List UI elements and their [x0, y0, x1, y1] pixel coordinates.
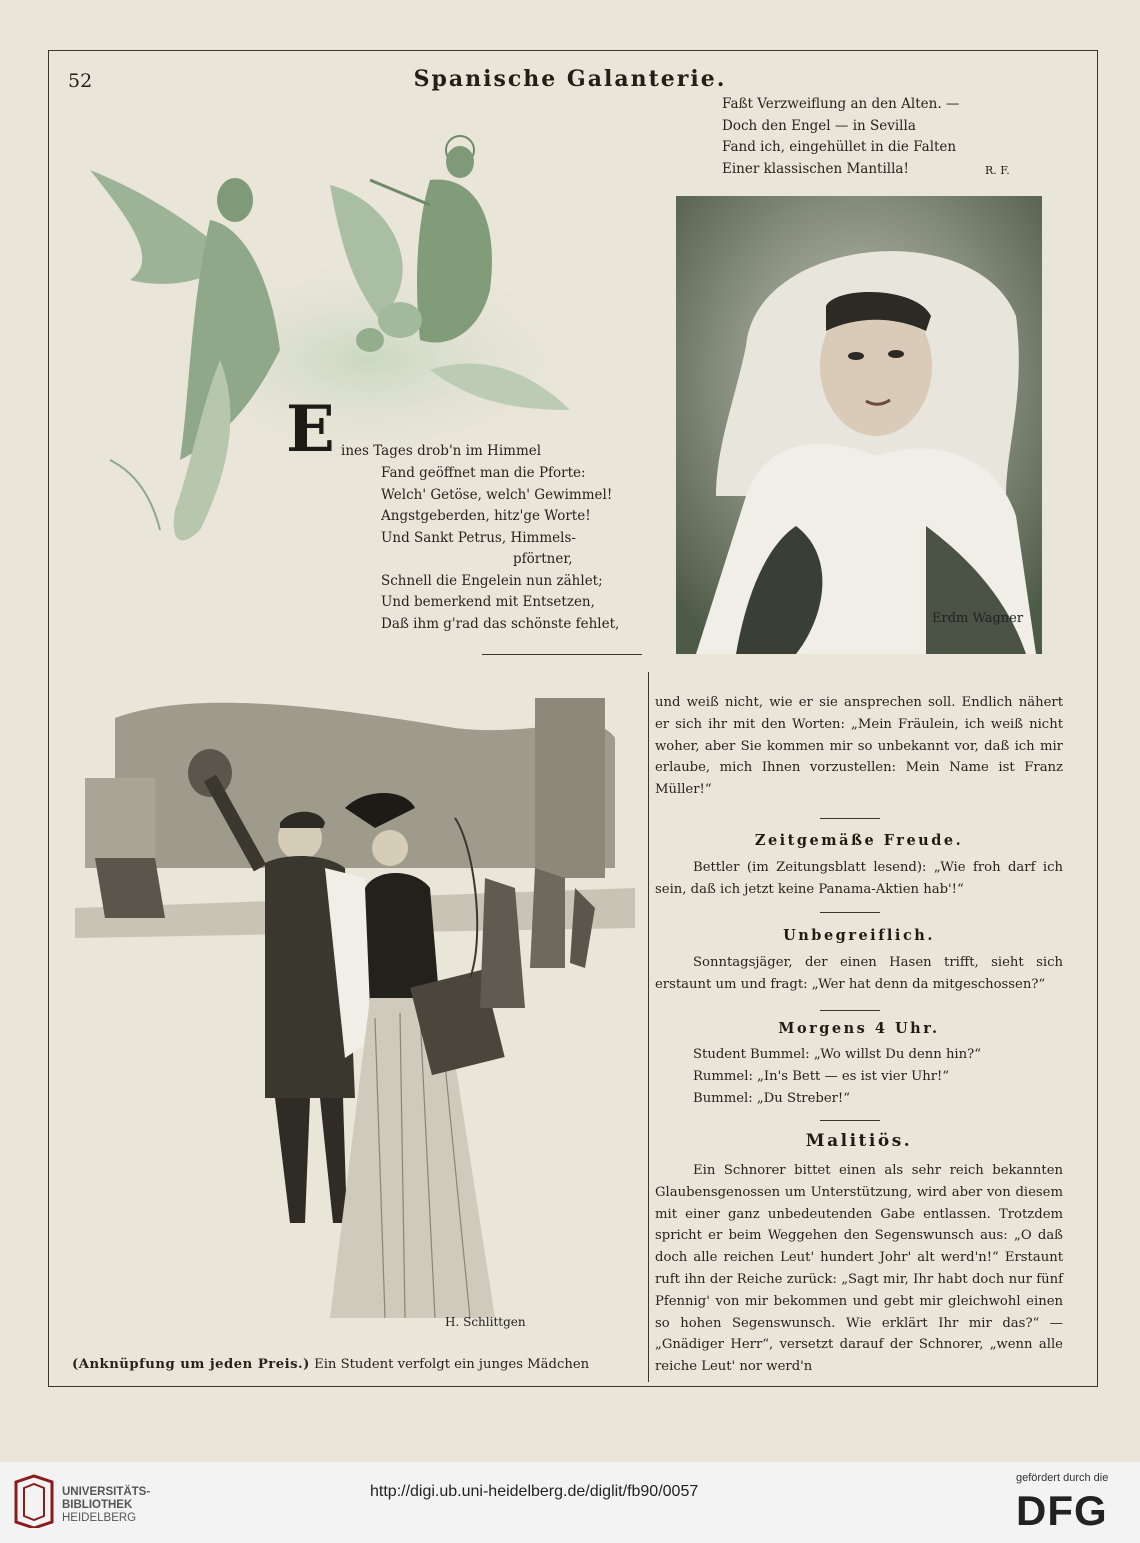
portrait-woman-mantilla: [676, 196, 1042, 654]
poem-line: Welch' Getöse, welch' Gewimmel!: [381, 486, 613, 503]
caption-title: (Anknüpfung um jeden Preis.): [72, 1357, 310, 1372]
section-body: Ein Schnorer bittet einen als sehr reich bekannten Glaubensgenossen um Unterstützung, wird aber von diesem mit einer ganz unbedeutenden Gabe entlassen. Trotzdem spricht er beim Weggehen den Segenswunsch aus: „O daß doch alle reichen Leut' hundert Johr' alt werd'n!“ Erstaunt ruft ihn der Reiche zurück: „Sagt mir, Ihr habt doch nur fünf Pfennig' von mir bekommen und gebt mir gleichwohl einen so hohen Segenswunsch. Wie erklärt Ihr mir das?“ — „Gnädiger Herr“, versetzt darauf der Schnorer, „wenn alle reiche Leut' nor werd'n: [655, 1163, 1063, 1375]
page-title: Spanische Galanterie.: [413, 66, 727, 92]
section-heading: Zeitgemäße Freude.: [754, 832, 964, 849]
section-body: Bettler (im Zeitungsblatt lesend): „Wie froh darf ich sein, daß ich jetzt keine Panama-Aktien hab'!“: [655, 860, 1063, 897]
poem-signature: R. F.: [985, 164, 1010, 177]
poem-line: Einer klassischen Mantilla!: [722, 160, 909, 177]
poem-line: Daß ihm g'rad das schönste fehlet,: [381, 615, 620, 632]
section-divider: [482, 654, 642, 655]
poem-top-ending: [722, 94, 959, 180]
section-divider: [820, 1010, 880, 1011]
dfg-logo: DFG: [1016, 1487, 1108, 1534]
poem-line: Schnell die Engelein nun zählet;: [381, 572, 603, 589]
section-heading: Unbegreiflich.: [783, 927, 935, 944]
street-scene-illustration: [75, 678, 635, 1368]
section-divider: [820, 818, 880, 819]
poem-line: Und Sankt Petrus, Himmels-: [381, 529, 576, 546]
caption-text: Ein Student verfolgt ein junges Mädchen: [314, 1357, 590, 1372]
section-heading: Morgens 4 Uhr.: [778, 1020, 940, 1037]
poem-line: Faßt Verzweiflung an den Alten. —: [722, 96, 960, 112]
footer-bar: [0, 1462, 1140, 1543]
funding-label: gefördert durch die: [1016, 1472, 1109, 1484]
section-body: Sonntagsjäger, der einen Hasen trifft, sieht sich erstaunt um und fragt: „Wer hat denn da mitgeschossen?“: [655, 955, 1063, 992]
permalink-url[interactable]: http://digi.ub.uni-heidelberg.de/diglit/fb90/0057: [370, 1483, 699, 1500]
illustration-signature: H. Schlittgen: [445, 1315, 526, 1329]
dialogue-line: Rummel: „In's Bett — es ist vier Uhr!“: [693, 1068, 950, 1084]
poem-main-body: [381, 463, 619, 635]
dialogue-line: Bummel: „Du Streber!“: [693, 1090, 850, 1106]
caption-continued: und weiß nicht, wie er sie ansprechen soll. Endlich nähert er sich ihr mit den Worten: „Mein Fräulein, ich weiß nicht woher, aber Sie kommen mir so unbekannt vor, daß ich mir erlaube, mich Ihnen vorzustellen: Mein Name ist Franz Müller!“: [655, 695, 1063, 798]
page-number: 52: [68, 70, 93, 92]
portrait-signature: Erdm Wagner: [932, 611, 1024, 626]
poem-initial-letter: E: [286, 392, 335, 467]
section-heading: Malitiös.: [805, 1131, 913, 1151]
column-divider: [648, 672, 649, 1382]
poem-main: [341, 441, 541, 463]
library-name: UNIVERSITÄTS- BIBLIOTHEK HEIDELBERG: [62, 1486, 151, 1524]
university-library-logo-icon: [12, 1474, 56, 1528]
poem-line: Fand ich, eingehüllet in die Falten: [722, 139, 957, 155]
poem-line: Angstgeberden, hitz'ge Worte!: [381, 508, 591, 524]
dialogue: [693, 1044, 1063, 1109]
poem-line: Fand geöffnet man die Pforte:: [381, 465, 586, 481]
poem-line: pförtner,: [513, 551, 573, 567]
dialogue-line: Student Bummel: „Wo willst Du denn hin?“: [693, 1047, 981, 1062]
poem-line: Und bemerkend mit Entsetzen,: [381, 594, 595, 610]
poem-line: Doch den Engel — in Sevilla: [722, 117, 916, 134]
poem-line: ines Tages drob'n im Himmel: [341, 443, 542, 459]
section-divider: [820, 1120, 880, 1121]
section-divider: [820, 912, 880, 913]
illustration-caption: [72, 1357, 589, 1372]
